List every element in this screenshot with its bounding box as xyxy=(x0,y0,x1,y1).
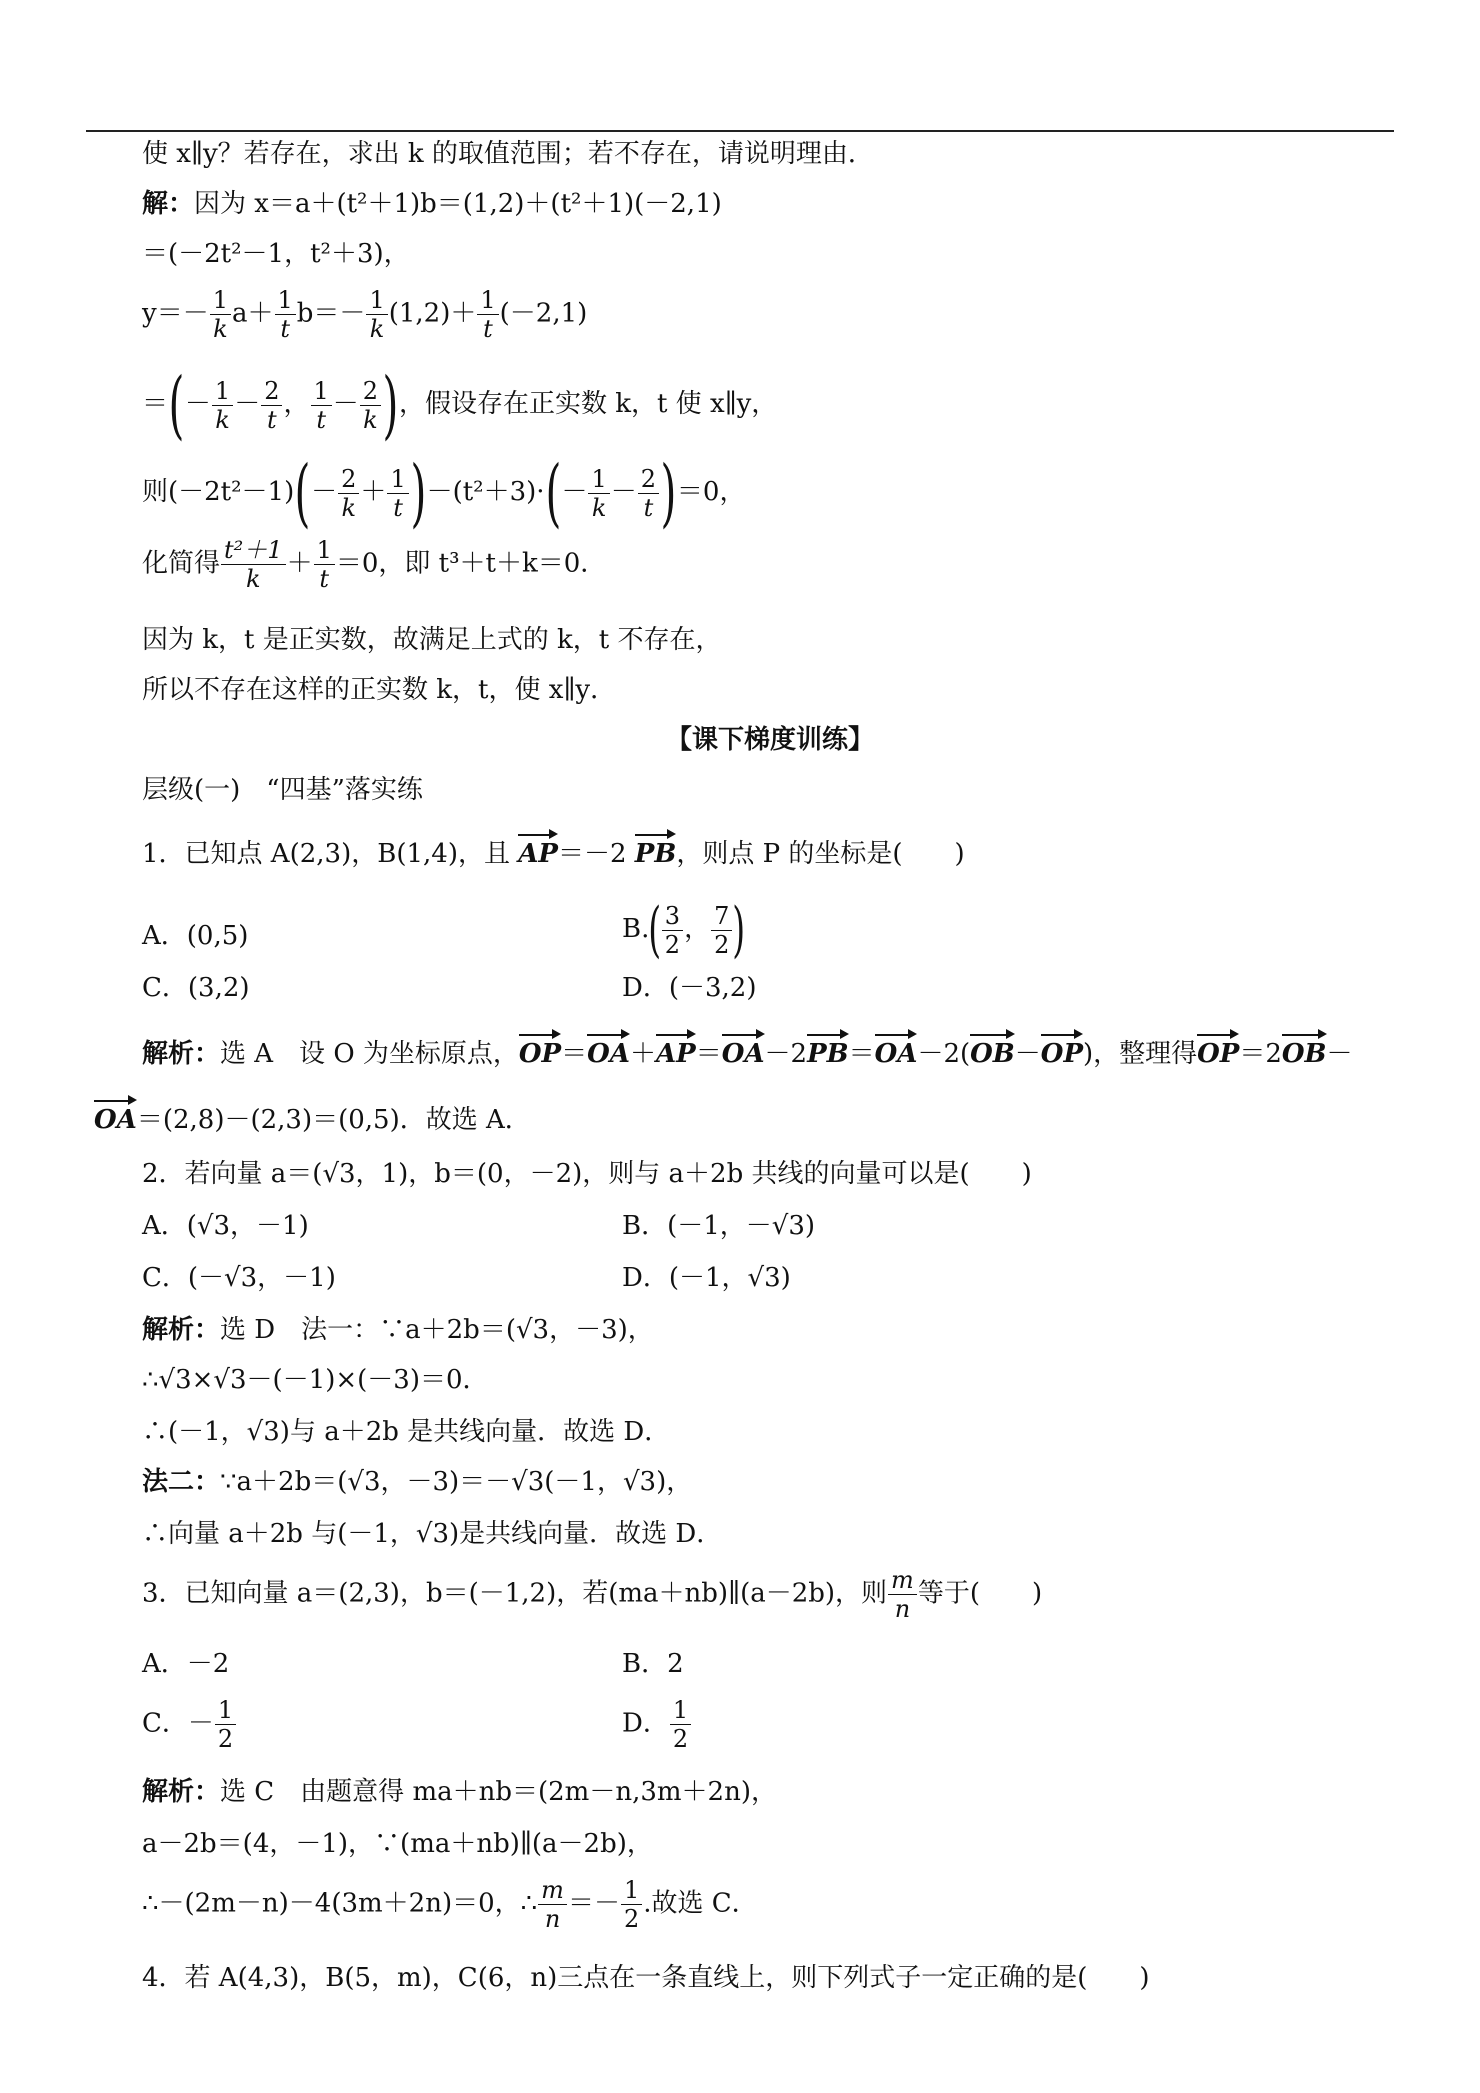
solution-line xyxy=(142,186,722,222)
question-1-solution: 解析：选 A 设 O 为坐标原点，OP＝OA＋AP＝OA－2PB＝OA－2(OB－OP)，整理得OP＝2OB－ xyxy=(142,1036,1353,1072)
option-b: B．(－1，－√3) xyxy=(622,1211,816,1241)
left-paren: ( xyxy=(545,450,561,536)
fraction: $\frac{1}{t}$ xyxy=(477,286,498,343)
fraction: $\frac{2}{t}$ xyxy=(638,465,659,522)
question-2-stem: 2．若向量 a＝(√3，1)，b＝(0，－2)，则与 a＋2b 共线的向量可以是( ) xyxy=(142,1159,1032,1189)
option-b: B．2 xyxy=(622,1649,684,1679)
top-rule xyxy=(86,130,1394,132)
solution-line: ∴(－1，√3)与 a＋2b 是共线向量．故选 D． xyxy=(142,1417,671,1447)
text-line: 所以不存在这样的正实数 k，t，使 x∥y． xyxy=(142,675,617,705)
solution-line: ∴－(2m－n)－4(3m＋2n)＝0，∴ $\frac{m}{n}$ ＝－ $\frac{1}{2}$ .故选 C． xyxy=(142,1876,758,1933)
equation-vector: ＝(－ $\frac{1}{k}$ － $\frac{2}{t}$ ， $\frac{1}{t}$ － $\frac{2}{k}$ )，假设存在正实数 k，t 使 x∥y， xyxy=(142,362,778,448)
eq-part: (1,2)＋ xyxy=(388,298,477,329)
left-paren: ( xyxy=(168,362,185,448)
fraction: $\frac{\text{t²＋1}}{k}$ xyxy=(221,536,286,593)
fraction: $\frac{2}{t}$ xyxy=(261,377,282,434)
fraction: $\frac{7}{2}$ xyxy=(711,902,732,959)
option-c: C．(3,2) xyxy=(142,973,250,1003)
eq-part: (－2,1) xyxy=(499,298,588,329)
option-c: C．－ $\frac{1}{2}$ xyxy=(142,1696,237,1753)
section-title: 【课下梯度训练】 xyxy=(665,725,874,755)
solution-line: a－2b＝(4，－1)，∵(ma＋nb)∥(a－2b)， xyxy=(142,1829,653,1859)
option-c: C．(－√3，－1) xyxy=(142,1263,336,1293)
fraction: $\frac{2}{k}$ xyxy=(360,377,381,434)
fraction: $\frac{1}{k}$ xyxy=(210,286,231,343)
question-3-solution: 解析：选 C 由题意得 ma＋nb＝(2m－n,3m＋2n)， xyxy=(142,1777,777,1807)
question-2-solution: 解析：选 D 法一：∵a＋2b＝(√3，－3)， xyxy=(142,1315,654,1345)
fraction: $\frac{1}{t}$ xyxy=(275,286,296,343)
eq-part: y＝－ xyxy=(142,298,209,329)
eq-part: ＝ xyxy=(142,389,169,419)
fraction: $\frac{1}{k}$ xyxy=(366,286,387,343)
option-d: D．(－1，√3) xyxy=(622,1263,791,1293)
right-paren: ) xyxy=(382,362,399,448)
fraction: $\frac{m}{n}$ xyxy=(538,1876,567,1933)
option-a: A．－2 xyxy=(142,1649,230,1679)
fraction: $\frac{1}{2}$ xyxy=(670,1696,691,1753)
solution-line: ∴√3×√3－(－1)×(－3)＝0． xyxy=(142,1365,489,1395)
level-heading: 层级(一) “四基”落实练 xyxy=(142,775,423,805)
eq-part: 化简得 xyxy=(142,548,221,579)
fraction: $\frac{1}{t}$ xyxy=(387,465,408,522)
fraction: $\frac{1}{2}$ xyxy=(621,1876,642,1933)
equation-simplify xyxy=(142,536,606,593)
fraction: $\frac{3}{2}$ xyxy=(662,902,683,959)
right-paren: ) xyxy=(660,450,677,536)
solution-line: ∴向量 a＋2b 与(－1，√3)是共线向量．故选 D． xyxy=(142,1519,723,1549)
eq-part: －(t²＋3)· xyxy=(426,477,545,507)
vector-pb: PB xyxy=(635,836,677,872)
left-paren: ( xyxy=(294,450,311,536)
fraction: $\frac{1}{2}$ xyxy=(215,1696,236,1753)
eq-part: 则(－2t²－1) xyxy=(142,477,295,507)
left-paren: ( xyxy=(648,895,662,965)
equation-y xyxy=(142,286,587,343)
option-a: A．(0,5) xyxy=(142,921,249,951)
fraction: $\frac{1}{k}$ xyxy=(588,465,609,522)
solution-label: 解： xyxy=(142,189,195,219)
question-3-stem: 3．已知向量 a＝(2,3)，b＝(－1,2)，若(ma＋nb)∥(a－2b)，则 $\frac{m}{n}$ 等于( ) xyxy=(142,1566,1043,1623)
text-line: ＝(－2t²－1，t²＋3)， xyxy=(142,239,410,269)
vector-ap: AP xyxy=(518,836,558,872)
eq-part: a＋ xyxy=(231,298,274,329)
equation-condition: 则(－2t²－1)(－ $\frac{2}{k}$ ＋ $\frac{1}{t}$ )－(t²＋3)·(－ $\frac{1}{k}$ － $\frac{2}{t}$ )＝0， xyxy=(142,450,746,536)
option-d: D．(－3,2) xyxy=(622,973,757,1003)
question-4-stem: 4．若 A(4,3)，B(5，m)，C(6，n)三点在一条直线上，则下列式子一定正确的是( ) xyxy=(142,1963,1150,1993)
question-1-solution-cont: OA＝(2,8)－(2,3)＝(0,5)．故选 A． xyxy=(94,1102,531,1138)
question-1-stem: 1．已知点 A(2,3)，B(1,4)，且 AP＝－2 PB，则点 P 的坐标是( ) xyxy=(142,836,965,872)
eq-part: ＝0，即 t³＋t＋k＝0． xyxy=(335,548,607,579)
text-line: 使 x∥y？若存在，求出 k 的取值范围；若不存在，请说明理由． xyxy=(142,139,874,169)
solution-line: 法二：∵a＋2b＝(√3，－3)＝－√3(－1，√3)， xyxy=(142,1467,693,1497)
fraction: $\frac{1}{t}$ xyxy=(314,536,335,593)
fraction: $\frac{1}{k}$ xyxy=(212,377,233,434)
fraction: $\frac{m}{n}$ xyxy=(888,1566,917,1623)
eq-part: ＋ xyxy=(286,548,313,579)
right-paren: ) xyxy=(410,450,427,536)
solution-text: 因为 x＝a＋(t²＋1)b＝(1,2)＋(t²＋1)(－2,1) xyxy=(194,189,722,219)
right-paren: ) xyxy=(732,895,746,965)
option-d: D． $\frac{1}{2}$ xyxy=(622,1696,692,1753)
eq-part: ，假设存在正实数 k，t 使 x∥y， xyxy=(398,389,778,419)
fraction: $\frac{2}{k}$ xyxy=(338,465,359,522)
eq-part: ＝0， xyxy=(676,477,746,507)
eq-part: b＝－ xyxy=(296,298,366,329)
text-line: 因为 k，t 是正实数，故满足上式的 k，t 不存在， xyxy=(142,625,722,655)
option-b: B.( $\frac{3}{2}$ ， $\frac{7}{2}$ ) xyxy=(622,895,746,965)
option-a: A．(√3，－1) xyxy=(142,1211,309,1241)
fraction: $\frac{1}{t}$ xyxy=(311,377,332,434)
